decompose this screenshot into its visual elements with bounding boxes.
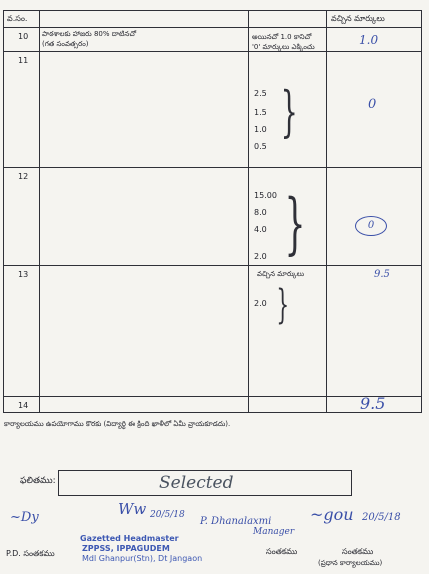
row-10-criteria-line2: (గత సంవత్సరం) (42, 40, 89, 48)
row-11-number: 11 (18, 56, 29, 65)
row-divider (4, 265, 421, 266)
row-10-marks-handwritten: 1.0 (359, 33, 379, 47)
stamp-line-2: ZPPSS, IPPAGUDEM (82, 544, 170, 553)
row-13-number: 13 (18, 270, 29, 279)
row-12-number: 12 (18, 172, 29, 181)
manager-signature-title: Manager (253, 527, 295, 537)
row-divider (4, 396, 421, 397)
office-signature: ~gou (310, 505, 354, 524)
row-11-scale-3: 1.0 (254, 125, 267, 134)
row-13-brace: } (276, 282, 290, 328)
column-divider (39, 11, 40, 412)
row-divider (4, 167, 421, 168)
row-12-scale-3: 4.0 (254, 225, 267, 234)
row-10-scale-line2: '0' మార్కులు ఎక్కించు (252, 43, 315, 51)
office-signature-date: 20/5/18 (362, 512, 401, 523)
row-14-number: 14 (18, 401, 29, 410)
row-divider (4, 27, 421, 28)
row-divider (4, 51, 421, 52)
row-12-marks-circled: 0 (355, 216, 387, 236)
header-serial-number: వ.సం. (7, 14, 28, 23)
result-value-handwritten: Selected (159, 473, 234, 493)
manager-signature-caption: సంతకము (266, 547, 298, 556)
office-signature-subcaption: (ప్రధాన కార్యాలయము) (318, 559, 383, 567)
row-13-scale-header: వచ్చిన మార్కులు (257, 270, 305, 278)
column-divider (326, 11, 327, 412)
pd-signature-caption: P.D. సంతకము (6, 549, 55, 558)
marks-table (3, 10, 422, 413)
row-13-marks-handwritten: 9.5 (374, 269, 390, 280)
column-divider (248, 11, 249, 412)
office-use-note: కార్యాలయము ఉపయోగాము కొరకు (విద్యార్థి ఈ క్రింది ఖాళీలో ఏమీ వ్రాయకూడదు). (4, 420, 231, 428)
manager-signature-name: P. Dhanalaxmi (200, 516, 272, 527)
row-10-number: 10 (18, 32, 29, 41)
stamp-line-3: Mdl Ghanpur(Stn), Dt Jangaon (82, 554, 203, 563)
office-signature-caption: సంతకము (342, 547, 374, 556)
row-11-brace: } (280, 80, 298, 143)
row-12-brace: } (284, 185, 306, 262)
row-11-scale-1: 2.5 (254, 89, 267, 98)
row-11-scale-4: 0.5 (254, 142, 267, 151)
result-label: ఫలితము: (20, 476, 56, 486)
row-10-scale-line1: అయినచో 1.0 కానిచో (252, 33, 312, 41)
row-14-marks-handwritten: 9.5 (360, 394, 386, 413)
headmaster-signature-date: 20/5/18 (150, 510, 185, 520)
result-box (58, 470, 352, 496)
headmaster-signature: Ww (118, 500, 147, 518)
row-13-scale-1: 2.0 (254, 299, 267, 308)
row-12-scale-1: 15.00 (254, 191, 277, 200)
row-11-marks-handwritten: 0 (368, 97, 377, 112)
row-12-scale-4: 2.0 (254, 252, 267, 261)
header-marks-awarded: వచ్చిన మార్కులు (331, 14, 385, 23)
row-11-scale-2: 1.5 (254, 108, 267, 117)
pd-signature: ~Dy (10, 510, 39, 525)
stamp-line-1: Gazetted Headmaster (80, 534, 179, 543)
row-12-scale-2: 8.0 (254, 208, 267, 217)
row-10-criteria-line1: పాఠశాలకు హాజరు 80% దాటినచో (42, 30, 137, 38)
